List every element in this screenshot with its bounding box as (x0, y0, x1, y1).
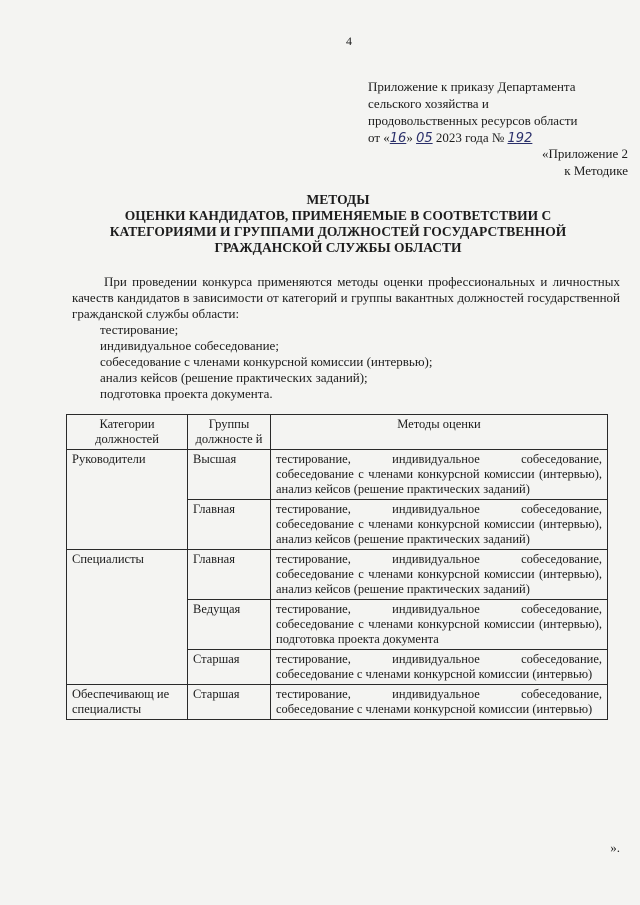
appendix-line: продовольственных ресурсов области (368, 113, 578, 128)
methods-table (66, 414, 608, 720)
cell-group: Главная (188, 550, 271, 600)
cell-group: Главная (188, 500, 271, 550)
cell-methods: тестирование, индивидуальное собеседование, собеседование с членами конкурсной комиссии (интервью), анализ кейсов (решение практических заданий) (271, 500, 608, 550)
title-line: ОЦЕНКИ КАНДИДАТОВ, ПРИМЕНЯЕМЫЕ В СООТВЕТСТВИИ С (124, 208, 552, 223)
body-text (72, 274, 620, 402)
table-header-row (67, 415, 608, 450)
page-number: 4 (346, 34, 352, 48)
table-row (67, 685, 608, 720)
cell-methods: тестирование, индивидуальное собеседование, собеседование с членами конкурсной комиссии (интервью), анализ кейсов (решение практических заданий) (271, 550, 608, 600)
title-line: МЕТОДЫ (306, 192, 370, 207)
cell-group: Ведущая (188, 600, 271, 650)
handwritten-month: 05 (416, 131, 433, 146)
intro-paragraph: При проведении конкурса применяются методы оценки профессиональных и личностных качеств кандидатов в зависимости от категорий и группы вакантных должностей государственной гражданской службы области: (72, 274, 620, 321)
list-item: тестирование; (100, 322, 179, 337)
cell-methods: тестирование, индивидуальное собеседование, собеседование с членами конкурсной комиссии (интервью) (271, 650, 608, 685)
date-prefix: от « (368, 130, 390, 145)
date-year: 2023 года № (435, 130, 505, 145)
handwritten-day: 16 (389, 131, 407, 146)
cell-group: Старшая (188, 650, 271, 685)
cell-methods: тестирование, индивидуальное собеседование, собеседование с членами конкурсной комиссии (интервью) (271, 685, 608, 720)
appendix-reference (542, 145, 628, 179)
document-title (60, 192, 616, 256)
appendix-line: Приложение к приказу Департамента (368, 79, 576, 94)
list-item: подготовка проекта документа. (100, 386, 273, 401)
closing-quote: ». (610, 840, 620, 855)
date-mid: » (406, 130, 413, 145)
cell-category: Специалисты (67, 550, 188, 685)
appendix-ref-line: к Методике (564, 163, 628, 178)
header-category: Категории должностей (67, 415, 188, 450)
title-line: ГРАЖДАНСКОЙ СЛУЖБЫ ОБЛАСТИ (214, 240, 462, 255)
list-item: собеседование с членами конкурсной комиссии (интервью); (100, 354, 433, 369)
cell-methods: тестирование, индивидуальное собеседование, собеседование с членами конкурсной комиссии (интервью), анализ кейсов (решение практических заданий) (271, 450, 608, 500)
cell-methods: тестирование, индивидуальное собеседование, собеседование с членами конкурсной комиссии (интервью), подготовка проекта документа (271, 600, 608, 650)
handwritten-order-number: 192 (507, 131, 533, 146)
cell-group: Старшая (188, 685, 271, 720)
title-line: КАТЕГОРИЯМИ И ГРУППАМИ ДОЛЖНОСТЕЙ ГОСУДАРСТВЕННОЙ (109, 224, 567, 239)
list-item: индивидуальное собеседование; (100, 338, 279, 353)
header-group: Группы должносте й (188, 415, 271, 450)
cell-group: Высшая (188, 450, 271, 500)
table-row (67, 450, 608, 500)
appendix-ref-line: «Приложение 2 (541, 146, 628, 161)
list-item: анализ кейсов (решение практических заданий); (100, 370, 368, 385)
cell-category: Руководители (67, 450, 188, 550)
appendix-line: сельского хозяйства и (368, 96, 489, 111)
table-row (67, 550, 608, 600)
cell-category: Обеспечивающ ие специалисты (67, 685, 188, 720)
appendix-header (368, 78, 630, 147)
header-methods: Методы оценки (271, 415, 608, 450)
